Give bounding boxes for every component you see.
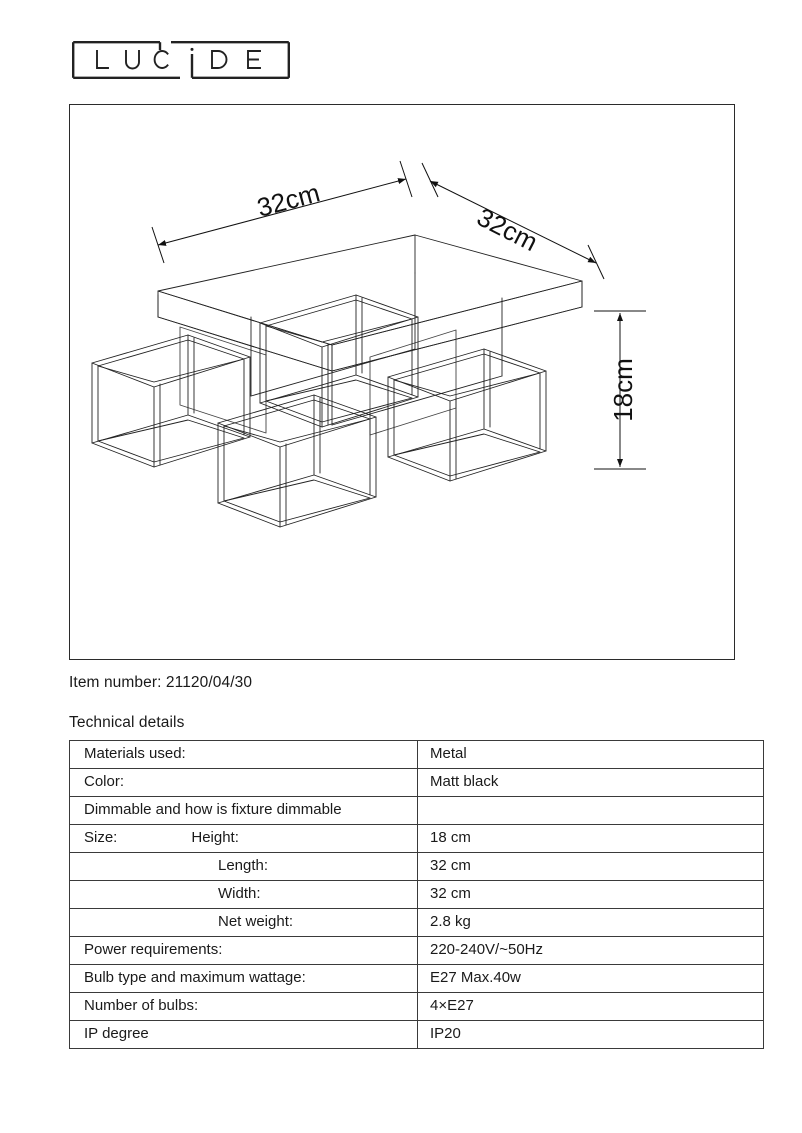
table-row [70,881,764,909]
brand-logo [72,41,290,79]
spec-label-cell [70,797,418,825]
table-row [70,937,764,965]
cube-cage-lower-middle [218,395,376,527]
table-row [70,769,764,797]
spec-label: Power requirements: [84,941,223,959]
product-image-frame [69,104,735,660]
spec-label-cell [70,741,418,769]
base-plate-front-right [332,281,582,371]
spec-value-cell: 2.8 kg [418,909,764,937]
technical-details-table [69,740,764,1049]
spec-label: Materials used: [84,745,186,763]
spec-label-cell [70,769,418,797]
dimension-width-label: 32cm [253,177,323,223]
spec-label-cell [70,1021,418,1049]
ceiling-lamp-drawing [70,105,735,660]
spec-value-cell: E27 Max.40w [418,965,764,993]
spec-sublabel: Height: [191,829,239,847]
spec-label-cell [70,965,418,993]
spec-value-cell: 220-240V/~50Hz [418,937,764,965]
spec-sublabel: Net weight: [218,913,294,931]
spec-value-cell: 32 cm [418,881,764,909]
dimension-height-label: 18cm [608,358,638,422]
spec-label: IP degree [84,1025,149,1043]
table-row [70,741,764,769]
spec-label: Size: [84,829,118,847]
spec-value-cell: 4×E27 [418,993,764,1021]
logo-i-dot [191,48,194,51]
spec-value-cell: IP20 [418,1021,764,1049]
spec-value-cell [418,797,764,825]
spec-label-cell [70,825,418,853]
lucide-logo-icon [72,41,290,79]
table-row [70,909,764,937]
spec-label: Bulb type and maximum wattage: [84,969,306,987]
item-number: Item number: 21120/04/30 [69,674,253,691]
spec-label-cell [70,937,418,965]
table-row [70,825,764,853]
spec-value-cell: 18 cm [418,825,764,853]
table-row [70,797,764,825]
technical-details-heading: Technical details [69,714,185,731]
spec-label-cell [70,993,418,1021]
spec-sublabel: Width: [218,885,261,903]
spec-value-cell: Matt black [418,769,764,797]
table-row [70,965,764,993]
spec-label-cell [70,909,418,937]
cube-cage-left [92,335,250,467]
spec-value-cell: 32 cm [418,853,764,881]
table-row [70,993,764,1021]
table-row [70,853,764,881]
spec-label-cell [70,881,418,909]
table-row [70,1021,764,1049]
spec-label-cell [70,853,418,881]
spec-label: Number of bulbs: [84,997,199,1015]
spec-label: Dimmable and how is fixture dimmable [84,801,342,819]
dimension-depth-label: 32cm [472,201,543,258]
spec-value-cell: Metal [418,741,764,769]
spec-label: Color: [84,773,125,791]
spec-sublabel: Length: [218,857,269,875]
